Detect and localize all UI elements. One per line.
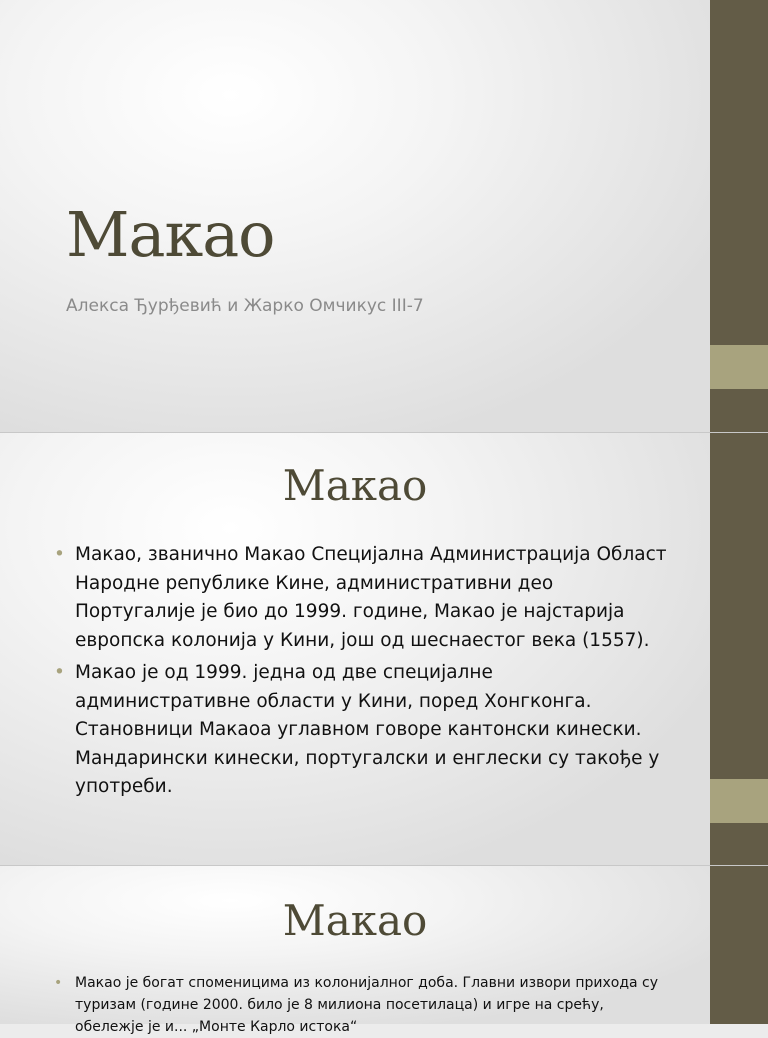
bullet-item: • Макао је богат споменицима из колонијалног доба. Главни извори прихода су туризам (године 2000. било је 8 милиона посетилаца) и игре на срећу, обележје је и... „Монте Карло истока“ bbox=[54, 972, 674, 1038]
bullet-list bbox=[54, 541, 674, 806]
content-slide bbox=[0, 866, 768, 1035]
accent-band bbox=[710, 345, 768, 389]
content-slide bbox=[0, 433, 768, 865]
accent-band bbox=[710, 779, 768, 823]
sidebar-bar bbox=[710, 866, 768, 1024]
bullet-text: Макао је богат споменицима из колонијалног доба. Главни извори прихода су туризам (године 2000. било је 8 милиона посетилаца) и игре на срећу, обележје је и... bbox=[75, 975, 659, 1035]
slide-title: Макао bbox=[282, 896, 428, 945]
slide-title: Макао bbox=[282, 461, 428, 510]
title-slide bbox=[0, 0, 768, 432]
presentation-title: Макао bbox=[66, 198, 275, 271]
bullet-quote: Монте Карло истока bbox=[199, 1019, 350, 1035]
bullet-item: • Макао, званично Макао Специјална Администрација Област Народне републике Кине, административни део Португалије је био до 1999. године, Макао је најстарија европска колонија у Кини, још од шеснаестог века (1557). bbox=[54, 541, 674, 655]
bullet-list bbox=[54, 972, 674, 1038]
presentation-subtitle: Алекса Ђурђевић и Жарко Омчикус III-7 bbox=[66, 296, 424, 316]
bullet-item: • Макао је од 1999. једна од две специјалне административне области у Кини, поред Хонгконга. Становници Макаоа углавном говоре кантонски кинески. Мандарински кинески, португалски и енглески су такође у употреби. bbox=[54, 659, 674, 802]
